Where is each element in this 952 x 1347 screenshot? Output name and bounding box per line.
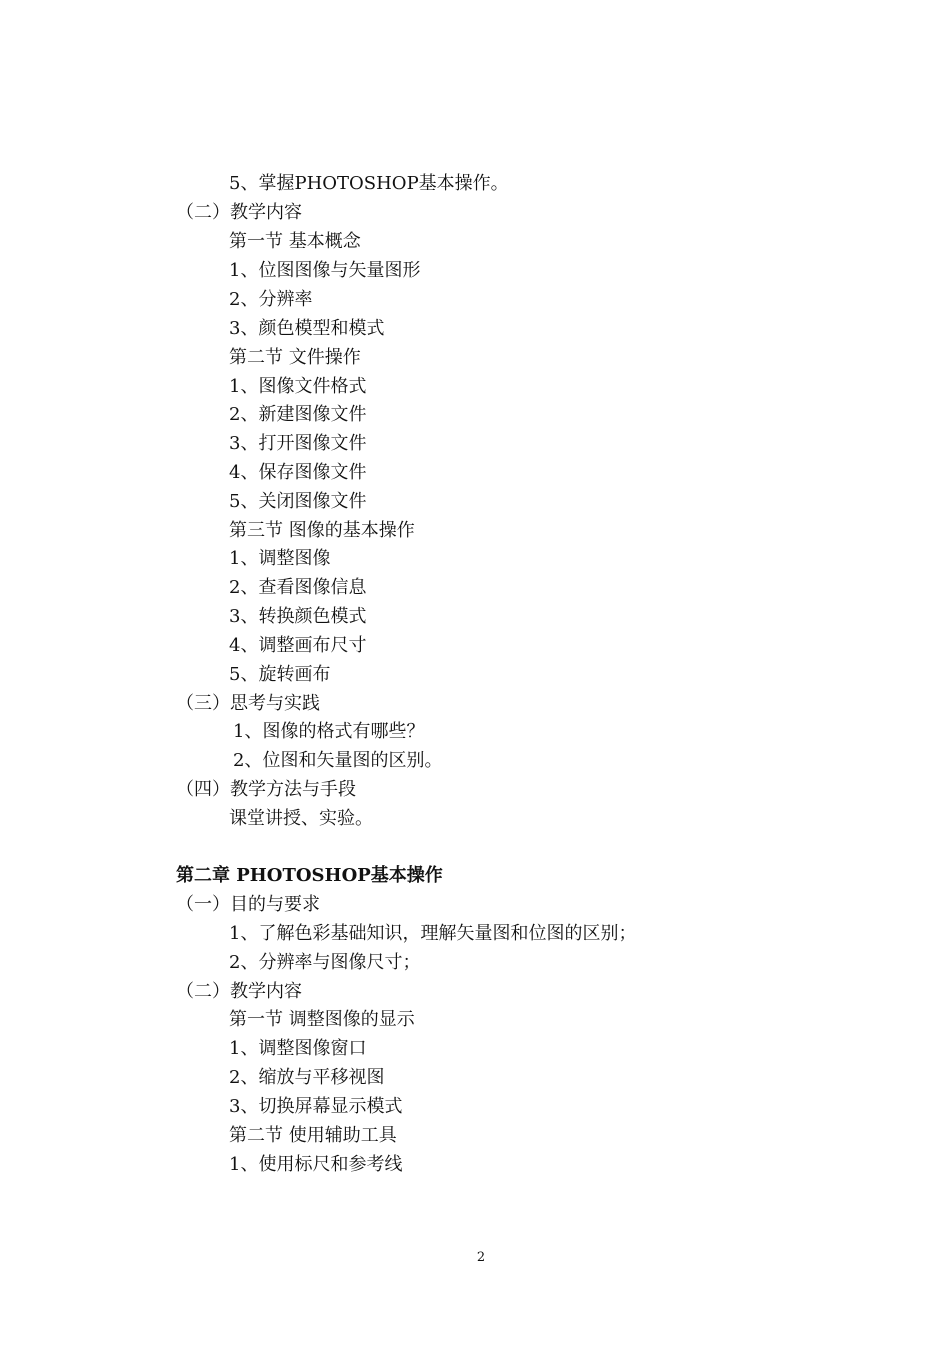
section-heading-teaching-content: （二）教学内容 [176, 202, 302, 223]
content-item: 1、图像文件格式 [229, 376, 367, 397]
section-heading-objectives: （一）目的与要求 [176, 894, 320, 915]
subsection-heading-1: 第一节 调整图像的显示 [229, 1009, 415, 1030]
subsection-heading-1: 第一节 基本概念 [229, 231, 361, 252]
content-item: 4、保存图像文件 [229, 462, 367, 483]
content-item: 2、缩放与平移视图 [229, 1067, 385, 1088]
objective-item: 2、分辨率与图像尺寸； [229, 952, 421, 973]
content-item: 1、调整图像 [229, 548, 331, 569]
section-heading-practice: （三）思考与实践 [176, 693, 320, 714]
content-item: 5、旋转画布 [229, 664, 331, 685]
chapter-heading: 第二章 PHOTOSHOP基本操作 [176, 865, 443, 886]
subsection-heading-2: 第二节 使用辅助工具 [229, 1125, 397, 1146]
content-item: 4、调整画布尺寸 [229, 635, 367, 656]
section-heading-methods: （四）教学方法与手段 [176, 779, 356, 800]
content-item: 2、分辨率 [229, 289, 313, 310]
practice-item: 1、图像的格式有哪些？ [233, 721, 425, 742]
content-item: 2、新建图像文件 [229, 404, 367, 425]
content-item: 1、调整图像窗口 [229, 1038, 367, 1059]
subsection-heading-3: 第三节 图像的基本操作 [229, 520, 415, 541]
content-item: 5、关闭图像文件 [229, 491, 367, 512]
content-item: 2、查看图像信息 [229, 577, 367, 598]
objective-item-5: 5、掌握PHOTOSHOP基本操作。 [229, 173, 509, 194]
content-item: 3、切换屏幕显示模式 [229, 1096, 403, 1117]
content-item: 1、使用标尺和参考线 [229, 1154, 403, 1175]
methods-text: 课堂讲授、实验。 [229, 808, 373, 829]
content-item: 3、颜色模型和模式 [229, 318, 385, 339]
content-item: 3、打开图像文件 [229, 433, 367, 454]
objective-item: 1、了解色彩基础知识，理解矢量图和位图的区别； [229, 923, 637, 944]
practice-item: 2、位图和矢量图的区别。 [233, 750, 443, 771]
content-item: 3、转换颜色模式 [229, 606, 367, 627]
content-item: 1、位图图像与矢量图形 [229, 260, 421, 281]
section-heading-teaching-content: （二）教学内容 [176, 981, 302, 1002]
page-number: 2 [476, 1250, 486, 1265]
subsection-heading-2: 第二节 文件操作 [229, 347, 361, 368]
